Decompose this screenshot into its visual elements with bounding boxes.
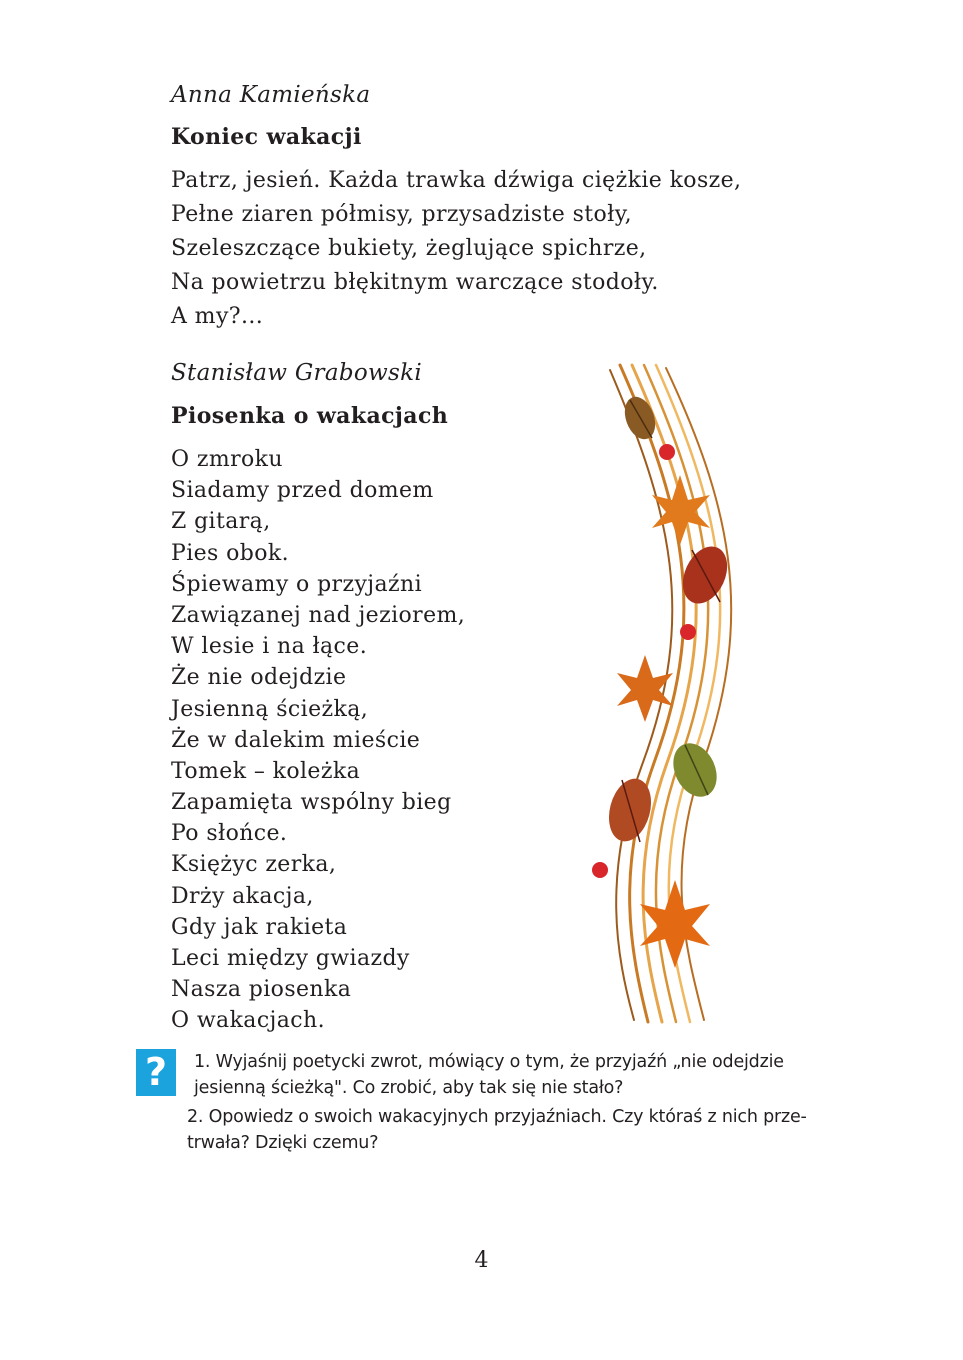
poem-line: Nasza piosenka [171, 977, 352, 1003]
page-number: 4 [474, 1248, 489, 1273]
poem2-author: Stanisław Grabowski [171, 360, 422, 386]
maple-leaf-icon [640, 880, 710, 968]
poem2-text [171, 444, 465, 1037]
poem-line: Szeleszczące bukiety, żeglujące spichrze, [171, 236, 647, 261]
task-2-line-2: trwała? Dzięki czemu? [187, 1133, 379, 1153]
poem-line: Po słońce. [171, 821, 288, 847]
poem-line: Jesienną ścieżką, [171, 696, 369, 722]
poem-line: Gdy jak rakieta [171, 914, 348, 940]
poem-line: Pełne ziaren półmisy, przysadziste stoły, [171, 202, 633, 227]
poem-line: Na powietrzu błękitnym warczące stodoły. [171, 270, 659, 295]
poem-line: Patrz, jesień. Każda trawka dźwiga ciężkie kosze, [171, 168, 742, 193]
poem-line: O wakacjach. [171, 1008, 325, 1034]
question-icon: ? [136, 1049, 176, 1096]
leaf-icon [619, 393, 660, 444]
poem-line: Że nie odejdzie [171, 665, 347, 691]
autumn-leaves-illustration [560, 360, 760, 1030]
task-1-line-1: 1. Wyjaśnij poetycki zwrot, mówiący o tym, że przyjaźń „nie odejdzie [194, 1052, 784, 1072]
poem-line: Pies obok. [171, 540, 290, 566]
poem-line: Siadamy przed domem [171, 478, 434, 504]
poem2-title: Piosenka o wakacjach [171, 403, 449, 429]
task-2-line-1: 2. Opowiedz o swoich wakacyjnych przyjaźniach. Czy któraś z nich prze- [187, 1107, 807, 1127]
poem-line: Tomek – koleżka [171, 758, 361, 784]
poem-line: Zawiązanej nad jeziorem, [171, 602, 466, 628]
poem-line: A my?... [171, 304, 264, 329]
poem1-author: Anna Kamieńska [171, 82, 371, 108]
poem-line: Z gitarą, [171, 509, 271, 535]
poem-line: Że w dalekim mieście [171, 727, 421, 753]
poem1-title: Koniec wakacji [171, 124, 362, 150]
poem1-text [171, 164, 741, 334]
poem-line: Śpiewamy o przyjaźni [171, 571, 423, 597]
poem-line: O zmroku [171, 447, 283, 472]
poem-line: Drży akacja, [171, 883, 314, 909]
poem-line: Leci między gwiazdy [171, 946, 410, 971]
poem-line: W lesie i na łące. [171, 634, 368, 660]
task-1-line-2: jesienną ścieżką". Co zrobić, aby tak się nie stało? [194, 1078, 624, 1098]
poem-line: Zapamięta wspólny bieg [171, 790, 452, 816]
poem-line: Księżyc zerka, [171, 852, 337, 878]
